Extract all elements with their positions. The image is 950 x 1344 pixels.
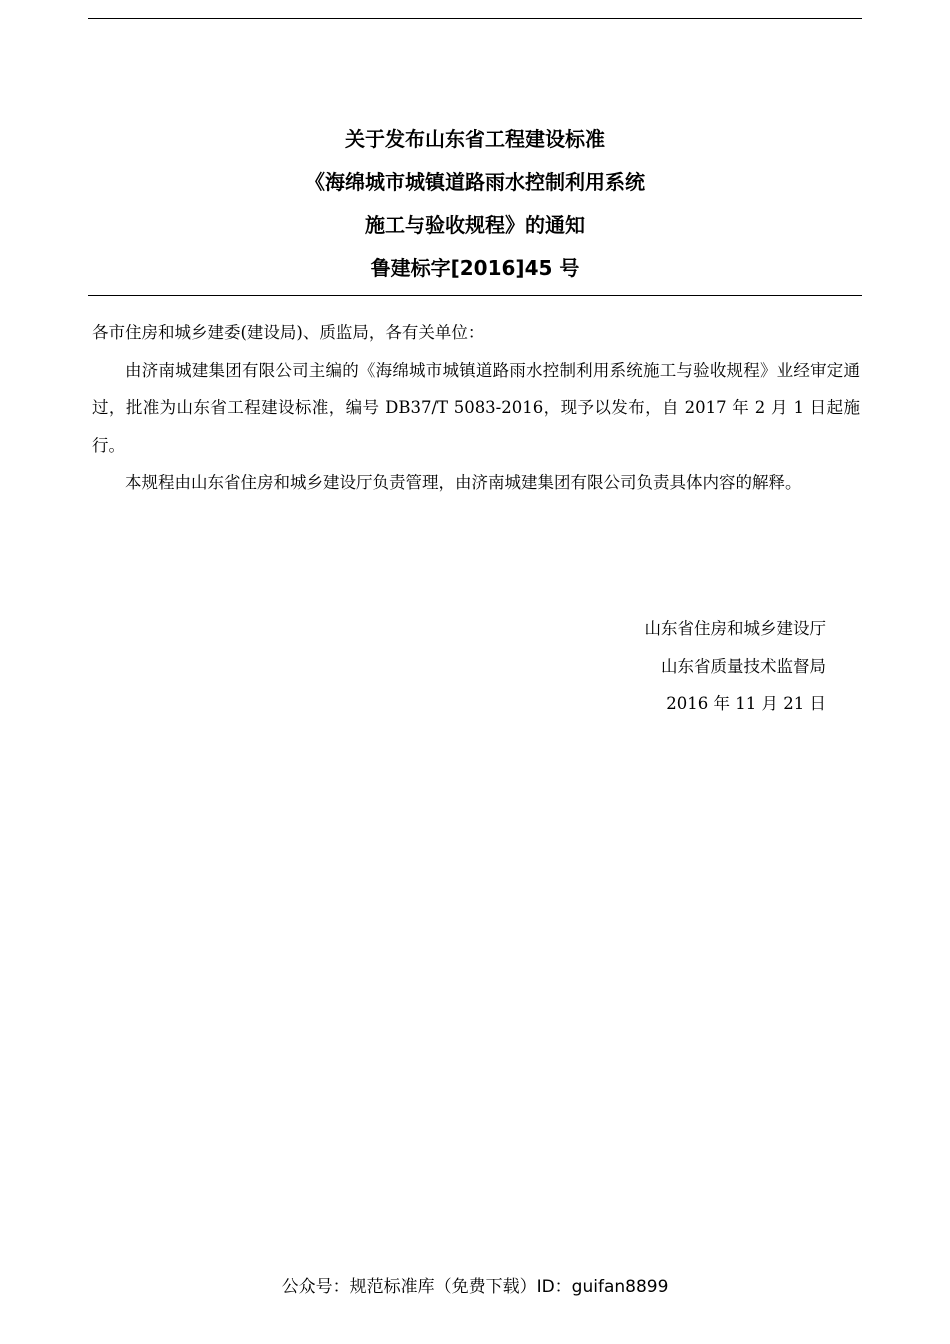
- header-divider-top: [88, 18, 862, 19]
- issuer-quality-bureau: 山东省质量技术监督局: [661, 656, 826, 676]
- body-paragraph-1: 由济南城建集团有限公司主编的《海绵城市城镇道路雨水控制利用系统施工与验收规程》业经审定通过，批准为山东省工程建设标准，编号 DB37/T 5083-2016，现予以发布，自 2017 年 2 月 1 日起施行。: [92, 360, 860, 455]
- footer-watermark-text: 公众号：规范标准库（免费下载）ID：guifan8899: [281, 1277, 669, 1297]
- document-number: 鲁建标字[2016]45 号: [370, 256, 580, 280]
- signature-block: [645, 610, 827, 723]
- issue-date: 2016 年 11 月 21 日: [666, 694, 826, 713]
- body-paragraph-2: 本规程由山东省住房和城乡建设厅负责管理，由济南城建集团有限公司负责具体内容的解释。: [125, 473, 802, 492]
- issuer-housing-department: 山东省住房和城乡建设厅: [644, 619, 826, 638]
- salutation: 各市住房和城乡建委(建设局)、质监局，各有关单位：: [92, 323, 485, 342]
- title-line-3: 施工与验收规程》的通知: [365, 213, 585, 237]
- notice-title: [88, 118, 862, 290]
- title-line-1: 关于发布山东省工程建设标准: [345, 127, 605, 151]
- title-line-2: 《海绵城市城镇道路雨水控制利用系统: [305, 170, 645, 194]
- header-divider-bottom: [88, 295, 862, 296]
- notice-body: [92, 314, 860, 502]
